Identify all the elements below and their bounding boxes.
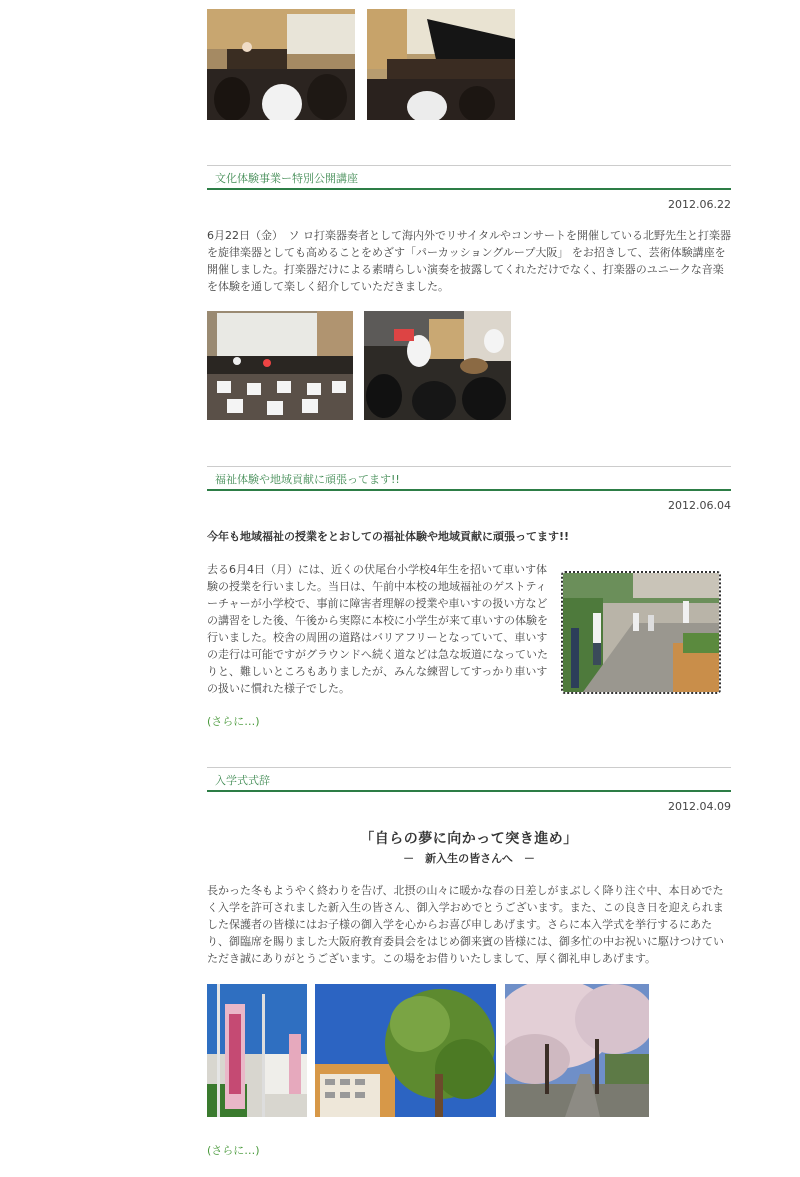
post-date: 2012.04.09	[668, 800, 731, 813]
photo-piano-performance	[367, 9, 515, 120]
read-more-link[interactable]: (さらに…)	[207, 715, 260, 728]
photo-entrance-banners	[207, 984, 307, 1117]
photo-cherry-blossoms	[505, 984, 649, 1117]
post-body: 長かった冬もようやく終わりを告げ、北摂の山々に暖かな春の日差しがまぶしく降り注ぐ中、本日めでたく入学を許可されました新入生の皆さん、御入学おめでとうございます。また、この良き日を迎えられました保護者の皆様にはお子様の御入学を心からお喜び申しあげます。さらに本入学式を挙行するにあたり、御臨席を賜りました大阪府教育委員会をはじめ御来賓の皆様には、御多忙の中お祝いに駆けつけていただき誠にありがとうございます。この場をお借りいたしまして、厚く御礼申しあげます。	[207, 884, 724, 965]
section-header	[207, 767, 731, 792]
post-date: 2012.06.22	[668, 198, 731, 211]
section-header	[207, 466, 731, 491]
section-title[interactable]: 入学式式辞	[215, 774, 270, 787]
section-header	[207, 165, 731, 190]
photo-lecture-hall	[207, 311, 353, 420]
post-date: 2012.06.04	[668, 499, 731, 512]
post-body: 去る6月4日（月）には、近くの伏尾台小学校4年生を招いて車いす体験の授業を行いました。当日は、午前中本校の地域福祉のゲストティーチャーが小学校で、事前に障害者理解の授業や車いすの扱い方などの講習をした後、午後から実際に本校に小学生が来て車いすの体験を行いました。校舎の周囲の道路はバリアフリーとなっていて、車いすの走行は可能ですがグラウンドへ続く道などは急な坂道になっていたりと、難しいところもありましたが、みんな練習してすっかり車いすの扱いに慣れた様子でした。	[207, 563, 548, 695]
photo-percussion-workshop	[364, 311, 511, 420]
photo-concert-audience	[207, 9, 355, 120]
photo-wheelchair-experience	[561, 571, 721, 694]
section-title[interactable]: 文化体験事業ー特別公開講座	[215, 172, 358, 185]
photo-school-building-tree	[315, 984, 496, 1117]
post-lead: 今年も地域福祉の授業をとおしての福祉体験や地域貢献に頑張ってます!!	[207, 530, 570, 543]
post-subline: － 新入生の皆さんへ －	[403, 852, 535, 865]
read-more-link[interactable]: (さらに…)	[207, 1144, 260, 1157]
post-body: 6月22日（金） ソ ロ打楽器奏者として海内外でリサイタルやコンサートを開催している北野先生と打楽器を旋律楽器としても高めることをめざす「パーカッショングループ大阪」 をお招きして、芸術体験講座を開催しました。打楽器だけによる素晴らしい演奏を披露してくれただけでなく、打楽器のユニークな音楽を体験を通して楽しく紹介していただきました。	[207, 229, 731, 293]
section-title[interactable]: 福祉体験や地域貢献に頑張ってます!!	[215, 473, 400, 486]
post-headline: 「自らの夢に向かって突き進め」	[360, 831, 578, 847]
